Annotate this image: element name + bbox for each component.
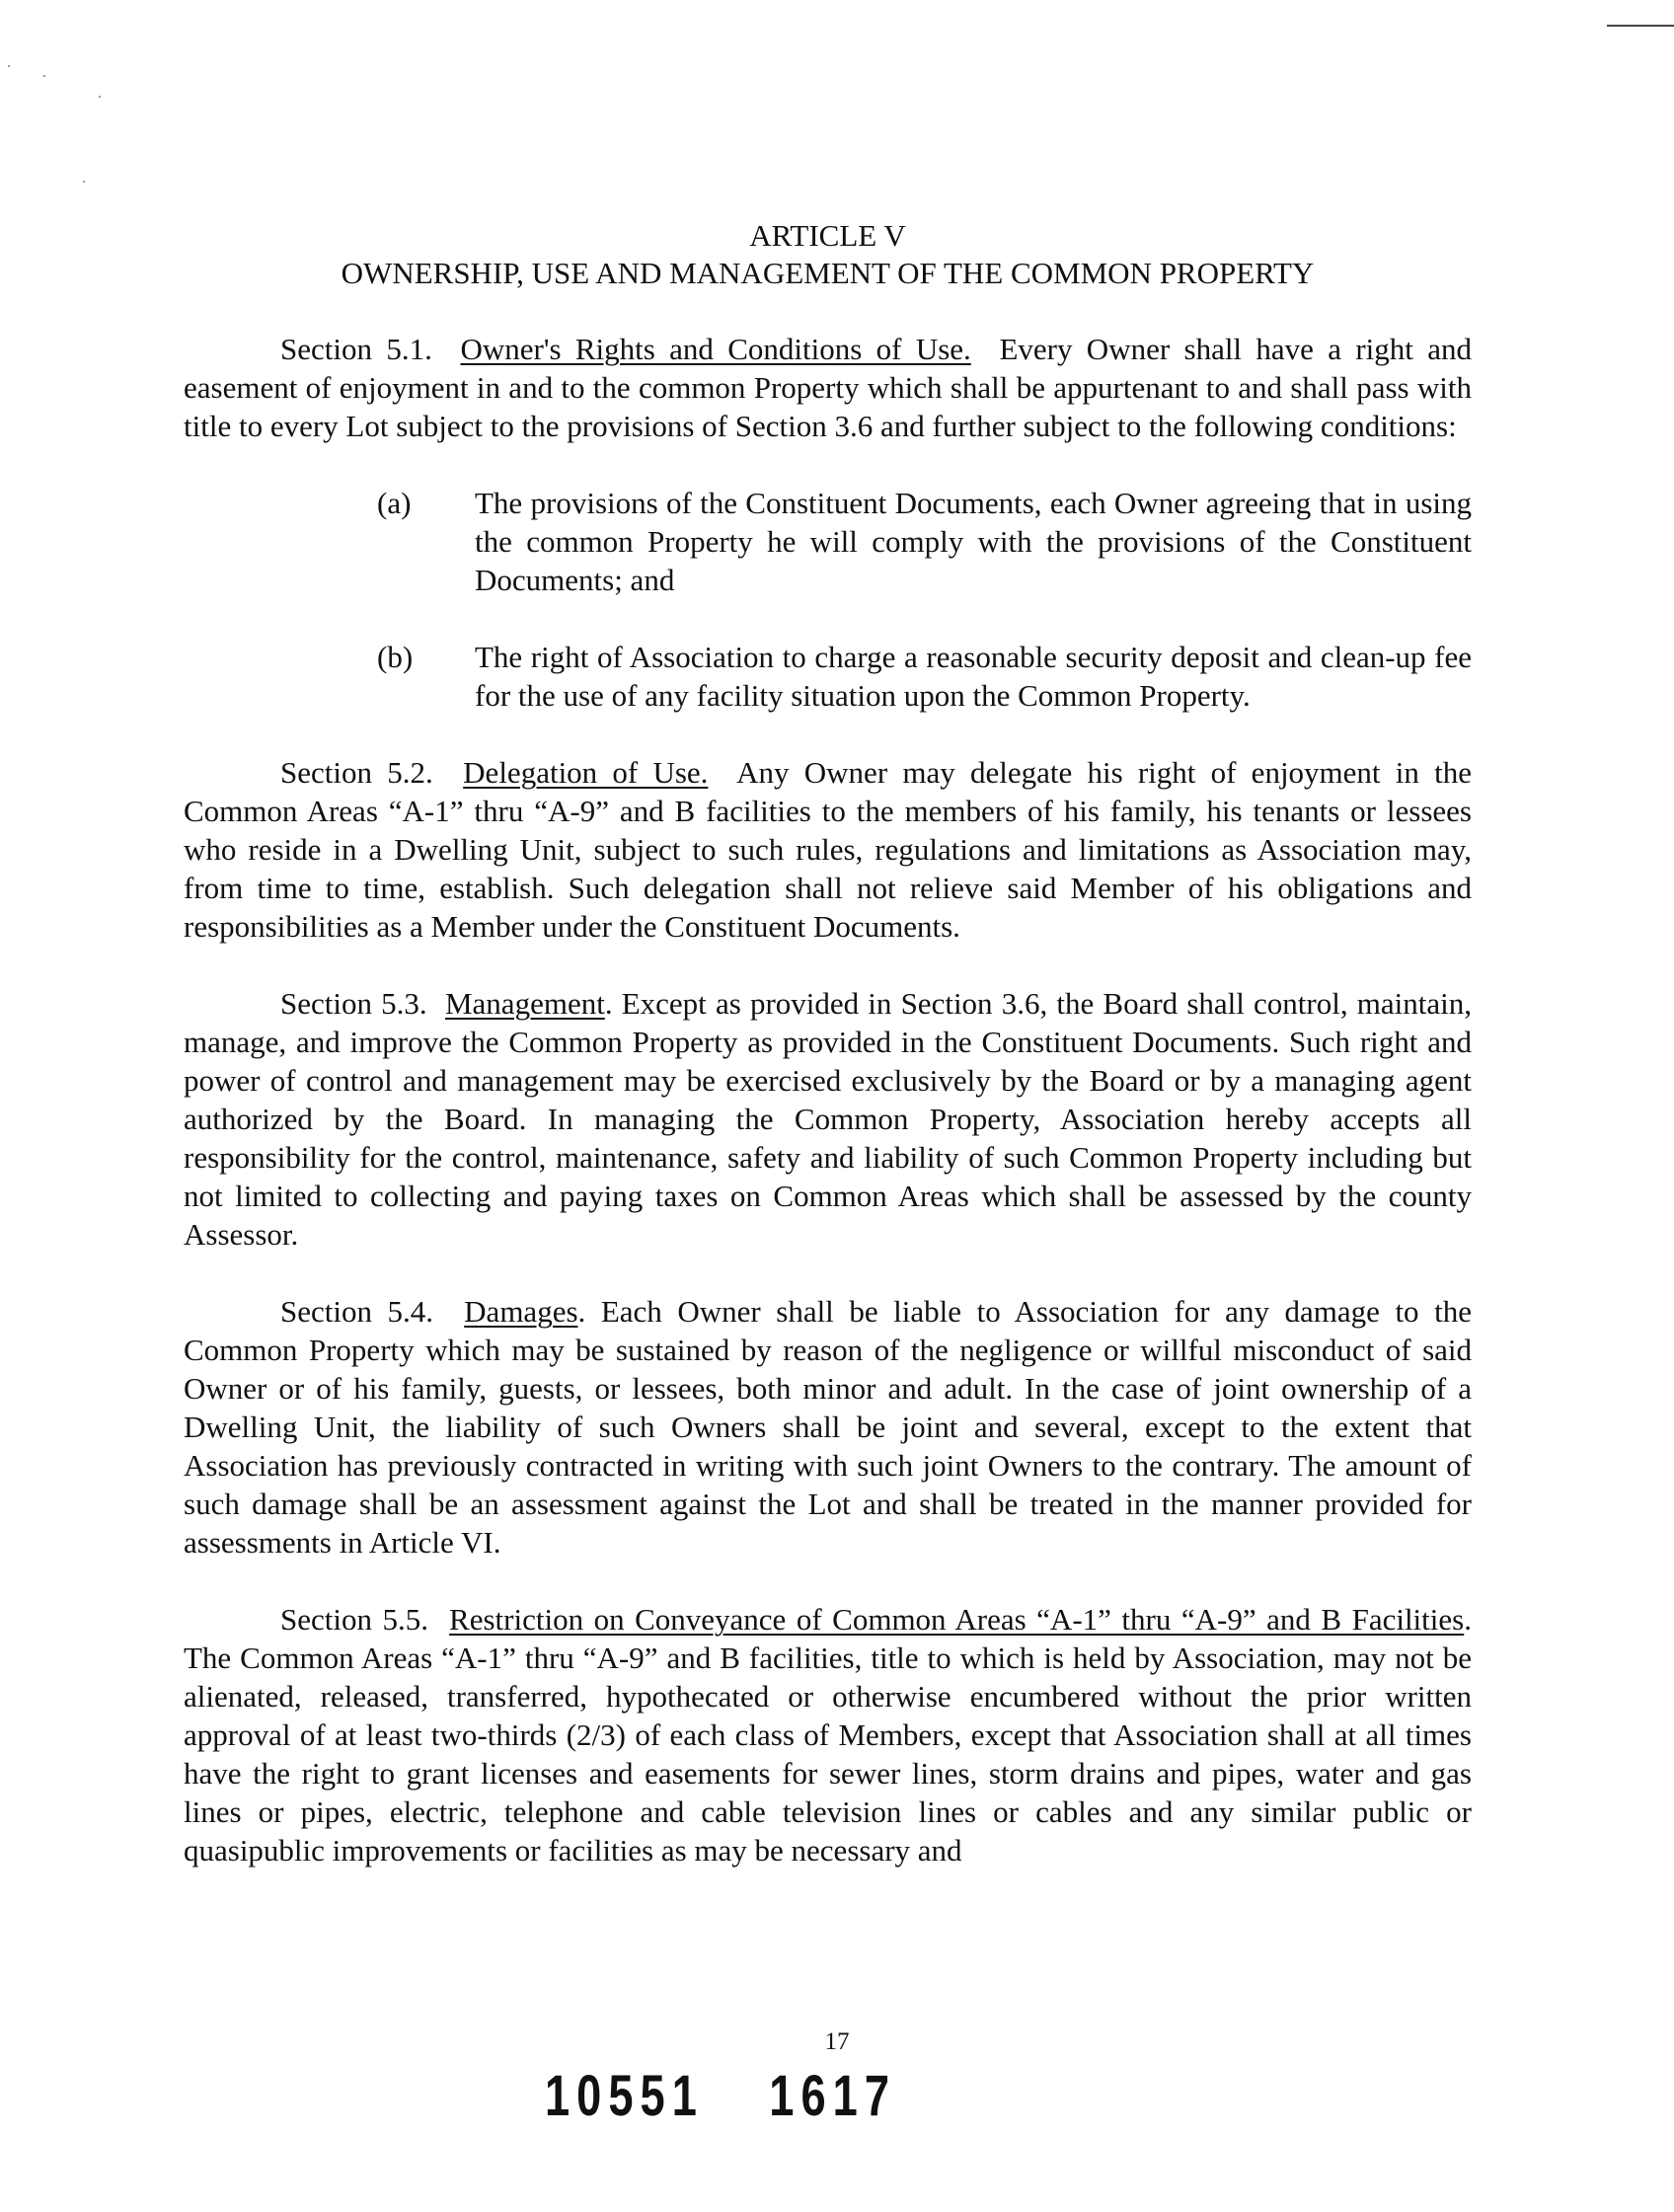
section-5-3	[184, 984, 1472, 1254]
section-title: Restriction on Conveyance of Common Areas “A-1” thru “A-9” and B Facilities	[449, 1602, 1465, 1637]
subsection-marker: (a)	[377, 486, 412, 520]
subsection-b	[184, 638, 1472, 715]
page-number: 17	[824, 2028, 850, 2055]
section-number: Section 5.2.	[280, 755, 433, 790]
article-heading: ARTICLE V	[749, 218, 906, 253]
section-body: . Except as provided in Section 3.6, the Board shall control, maintain, manage, and improve the Common Property as provided in the Constituent Documents. Such right and power of control and management may be exercised exclusively by the Board or by a managing agent authorized by the Board. In managing the Common Property, Association hereby accepts all responsibility for the control, maintenance, safety and liability of such Common Property including but not limited to collecting and paying taxes on Common Areas which shall be assessed by the county Assessor.	[184, 986, 1472, 1252]
subsection-text: The right of Association to charge a reasonable security deposit and clean-up fee for the use of any facility situation upon the Common Property.	[475, 640, 1472, 713]
section-body: Any Owner may delegate his right of enjoyment in the Common Areas “A-1” thru “A-9” and B facilities to the members of his family, his tenants or lessees who reside in a Dwelling Unit, subject to such rules, regulations and limitations as Association may, from time to time, establish. Such delegation shall not relieve said Member of his obligations and responsibilities as a Member under the Constituent Documents.	[184, 755, 1472, 944]
section-title: Delegation of Use.	[463, 755, 709, 790]
section-number: Section 5.5.	[280, 1602, 428, 1637]
section-title: Owner's Rights and Conditions of Use.	[460, 332, 971, 366]
section-5-1	[184, 330, 1472, 445]
section-body: . Each Owner shall be liable to Association for any damage to the Common Property which may be sustained by reason of the negligence or willful misconduct of said Owner or of his family, guests, or lessees, both minor and adult. In the case of joint ownership of a Dwelling Unit, the liability of such Owners shall be joint and several, except to the extent that Association has previously contracted in writing with such joint Owners to the contrary. The amount of such damage shall be an assessment against the Lot and shall be treated in the manner provided for assessments in Article VI.	[184, 1294, 1472, 1560]
section-body: . The Common Areas “A-1” thru “A-9” and B facilities, title to which is held by Association, may not be alienated, released, transferred, hypothecated or otherwise encumbered without the prior written approval of at least two-thirds (2/3) of each class of Members, except that Association shall at all times have the right to grant licenses and easements for sewer lines, storm drains and pipes, water and gas lines or pipes, electric, telephone and cable television lines or cables and any similar public or quasipublic improvements or facilities as may be necessary and	[184, 1602, 1472, 1868]
section-body: Every Owner shall have a right and easement of enjoyment in and to the common Property which shall be appurtenant to and shall pass with title to every Lot subject to the provisions of Section 3.6 and further subject to the following conditions:	[184, 332, 1472, 443]
subsection-a	[184, 484, 1472, 599]
section-number: Section 5.3.	[280, 986, 427, 1021]
recording-stamp: 10551 1617	[545, 2064, 897, 2128]
subsection-text: The provisions of the Constituent Documents, each Owner agreeing that in using the common Property he will comply with the provisions of the Constituent Documents; and	[475, 486, 1472, 597]
subsection-marker: (b)	[377, 640, 414, 674]
section-5-2	[184, 753, 1472, 946]
section-title: Management	[444, 986, 605, 1021]
section-5-4	[184, 1292, 1472, 1562]
scan-edge-mark	[1607, 25, 1674, 27]
section-5-5	[184, 1600, 1472, 1869]
document-page	[184, 217, 1472, 1908]
section-number: Section 5.1.	[280, 332, 432, 366]
article-title: OWNERSHIP, USE AND MANAGEMENT OF THE COMMON PROPERTY	[341, 256, 1315, 290]
section-number: Section 5.4.	[280, 1294, 434, 1329]
section-title: Damages	[464, 1294, 578, 1329]
